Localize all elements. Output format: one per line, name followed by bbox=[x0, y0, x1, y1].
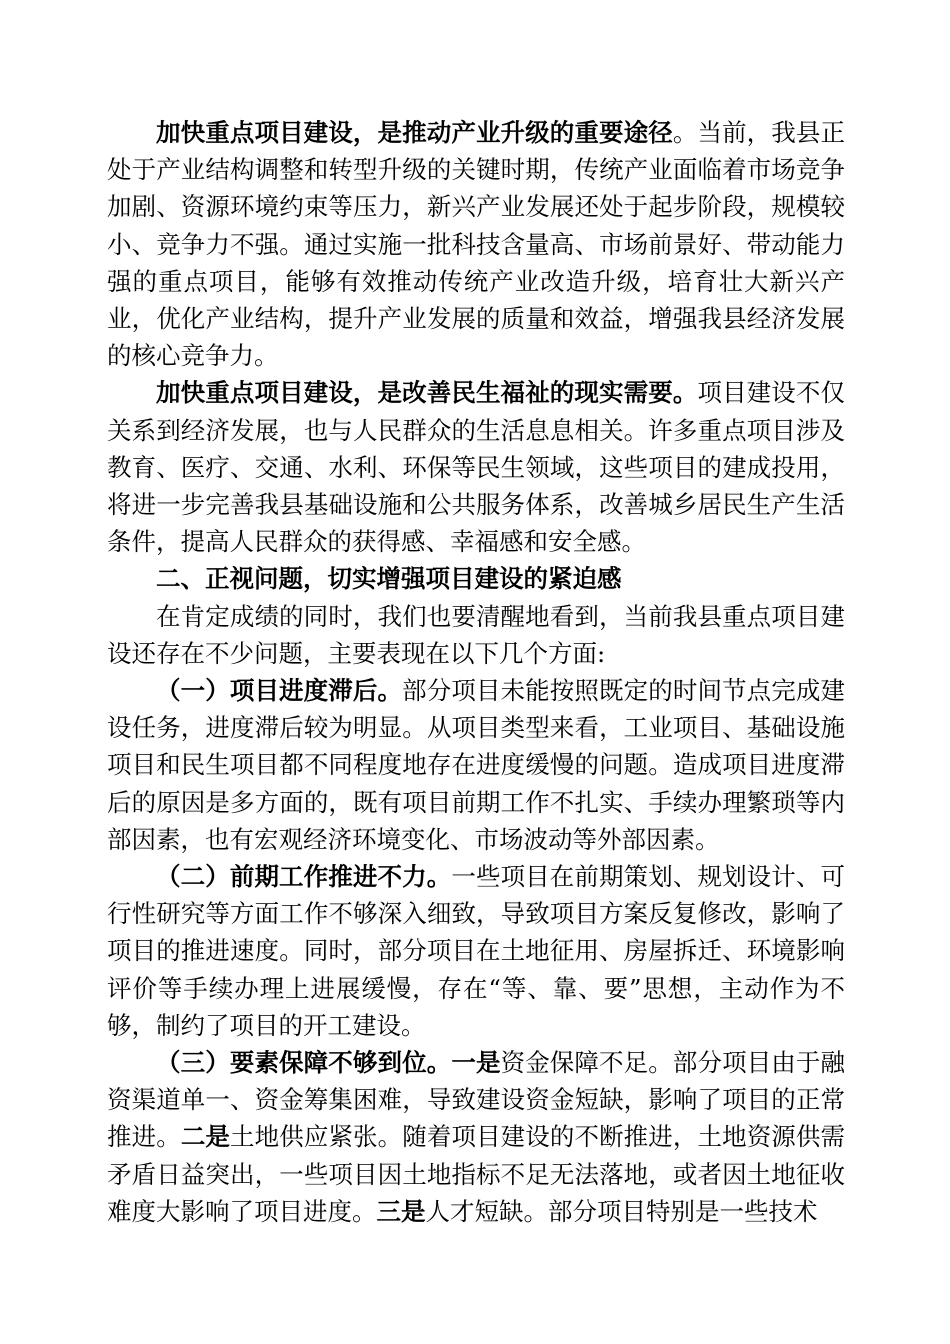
paragraph-lead: （三）要素保障不够到位。 bbox=[156, 1048, 452, 1078]
paragraph-progress-lag bbox=[107, 672, 845, 858]
paragraph-problems-intro bbox=[107, 598, 845, 672]
paragraph-body: 部分项目未能按照既定的时间节点完成建设任务，进度滞后较为明显。从项目类型来看，工业项目、基础设施项目和民生项目都不同程度地存在进度缓慢的问题。造成项目进度滞后的原因是多方面的，既有项目前期工作不扎实、手续办理繁琐等内部因素，也有宏观经济环境变化、市场波动等外部因素。 bbox=[107, 676, 846, 854]
point-marker-1: 一是 bbox=[451, 1048, 501, 1078]
paragraph-lead: 加快重点项目建设，是推动产业升级的重要途径 bbox=[156, 118, 673, 147]
paragraph-industry-upgrade bbox=[107, 114, 845, 374]
paragraph-body: 一些项目在前期策划、规划设计、可行性研究等方面工作不够深入细致，导致项目方案反复修改，影响了项目的推进速度。同时，部分项目在土地征用、房屋拆迁、环境影响评价等手续办理上进展缓慢，存在“等、靠、要”思想，主动作为不够，制约了项目的开工建设。 bbox=[107, 862, 846, 1040]
point-marker-3: 三是 bbox=[376, 1196, 426, 1226]
paragraph-lead: 加快重点项目建设，是改善民生福祉的现实需要。 bbox=[156, 378, 698, 408]
paragraph-body: 。当前，我县正处于产业结构调整和转型升级的关键时期，传统产业面临着市场竞争加剧、资源环境约束等压力，新兴产业发展还处于起步阶段，规模较小、竞争力不强。通过实施一批科技含量高、市场前景好、带动能力强的重点项目，能够有效推动传统产业改造升级，培育壮大新兴产业，优化产业结构，提升产业发展的质量和效益，增强我县经济发展的核心竞争力。 bbox=[107, 118, 846, 371]
paragraph-factor-guarantee bbox=[107, 1044, 845, 1230]
document-page bbox=[107, 114, 845, 1230]
paragraph-preliminary-work bbox=[107, 858, 845, 1044]
point-text-1: 资金保障不足。部分项目由于融资渠道单一、资金筹集困难，导致建设资金短缺，影响了项目的正常推进。 bbox=[107, 1048, 846, 1152]
paragraph-body: 项目建设不仅关系到经济发展，也与人民群众的生活息息相关。许多重点项目涉及教育、医疗、交通、水利、环保等民生领域，这些项目的建成投用，将进一步完善我县基础设施和公共服务体系，改善城乡居民生产生活条件，提高人民群众的获得感、幸福感和安全感。 bbox=[107, 378, 846, 557]
point-text-2: 土地供应紧张。随着项目建设的不断推进，土地资源供需矛盾日益突出，一些项目因土地指标不足无法落地，或者因土地征收难度大影响了项目进度。 bbox=[107, 1122, 846, 1226]
paragraph-livelihood bbox=[107, 374, 845, 560]
point-text-3: 人才短缺。部分项目特别是一些技术 bbox=[425, 1196, 818, 1226]
paragraph-lead: （二）前期工作推进不力。 bbox=[156, 862, 452, 892]
paragraph-body: 在肯定成绩的同时，我们也要清醒地看到，当前我县重点项目建设还存在不少问题，主要表现在以下几个方面: bbox=[107, 601, 845, 668]
section-heading-2: 二、正视问题，切实增强项目建设的紧迫感 bbox=[156, 564, 622, 594]
paragraph-lead: （一）项目进度滞后。 bbox=[156, 676, 403, 706]
point-marker-2: 二是 bbox=[180, 1122, 231, 1152]
